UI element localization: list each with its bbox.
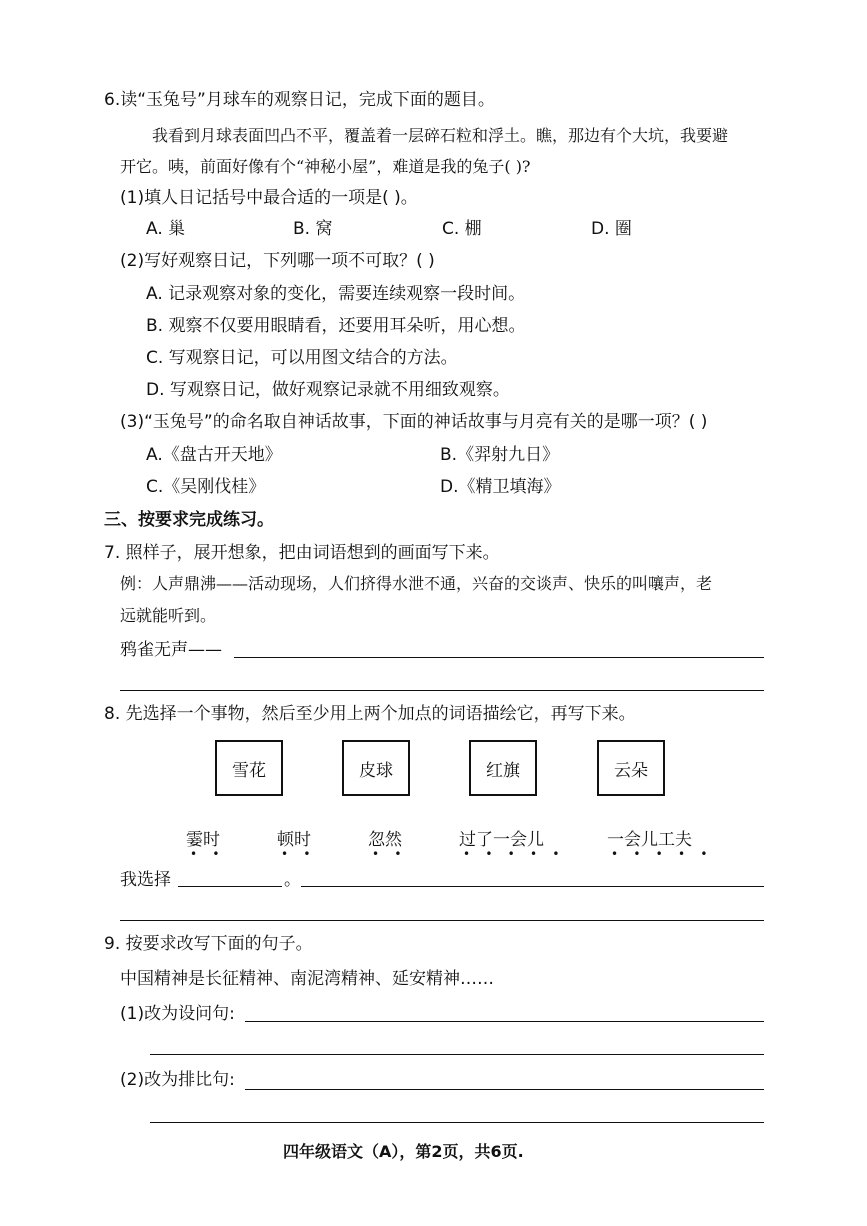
q8-emphasis-dots: • • • • •	[463, 847, 560, 861]
q6-sub3-question: (3)“玉兔号”的命名取自神话故事，下面的神话故事与月亮有关的是哪一项？( )	[120, 412, 708, 432]
section-3-title: 三、按要求完成练习。	[104, 510, 274, 530]
q6-sub2-option-d: D. 写观察日记，做好观察记录就不用细致观察。	[146, 380, 510, 400]
page-footer: 四年级语文（A），第2页，共6页.	[283, 1142, 524, 1161]
q8-emphasis-dots: • •	[281, 847, 311, 861]
q6-diary-line-1: 我看到月球表面凹凸不平，覆盖着一层碎石粒和浮土。瞧，那边有个大坑，我要避	[152, 126, 729, 145]
q8-word-shashi: 霎时	[186, 830, 220, 850]
q8-choice-label: 我选择	[120, 870, 171, 890]
q9-sub1-label: (1)改为设问句:	[120, 1004, 235, 1024]
q6-sub1-option-c: C. 棚	[442, 219, 482, 239]
q6-sub3-option-d: D.《精卫填海》	[440, 477, 561, 497]
q6-sub1-question: (1)填人日记括号中最合适的一项是( )。	[120, 188, 418, 208]
q9-sub1-answer-line-2[interactable]	[150, 1054, 764, 1055]
q8-word-yihuiergongfu: 一会儿工夫	[607, 830, 692, 850]
q8-word-guoleyihuier: 过了一会儿	[459, 830, 544, 850]
q8-choice-blank[interactable]	[178, 886, 282, 887]
q9-sub1-answer-line-1[interactable]	[245, 1021, 764, 1022]
q9-sentence: 中国精神是长征精神、南泥湾精神、延安精神……	[120, 969, 494, 989]
q7-answer-line-2[interactable]	[120, 690, 764, 691]
q8-choice-period: 。	[284, 870, 301, 890]
q6-sub2-option-b: B. 观察不仅要用眼睛看，还要用耳朵听，用心想。	[146, 316, 526, 336]
q6-sub3-option-b: B.《羿射九日》	[440, 445, 560, 465]
q8-emphasis-dots: • •	[372, 847, 402, 861]
q8-box-snowflake: 雪花	[215, 740, 283, 796]
q6-sub2-question: (2)写好观察日记，下列哪一项不可取？( )	[120, 251, 435, 271]
q7-example-line-2: 远就能听到。	[120, 606, 217, 625]
q8-answer-line-1[interactable]	[301, 886, 764, 887]
q6-sub1-option-b: B. 窝	[293, 219, 333, 239]
q7-answer-line-1[interactable]	[234, 657, 764, 658]
q8-word-dunshi: 顿时	[277, 830, 311, 850]
q9-sub2-answer-line-2[interactable]	[150, 1122, 764, 1123]
q8-box-cloud: 云朵	[597, 740, 665, 796]
q7-prompt: 鸦雀无声——	[120, 640, 222, 660]
q8-title: 8. 先选择一个事物，然后至少用上两个加点的词语描绘它，再写下来。	[104, 704, 636, 724]
q8-emphasis-dots: • •	[190, 847, 220, 861]
q7-title: 7. 照样子，展开想象，把由词语想到的画面写下来。	[104, 543, 500, 563]
q9-sub2-answer-line-1[interactable]	[245, 1089, 764, 1090]
q6-diary-line-2: 开它。咦，前面好像有个“神秘小屋”，难道是我的兔子( )?	[120, 157, 531, 176]
q8-box-red-flag: 红旗	[469, 740, 537, 796]
q8-box-ball: 皮球	[342, 740, 410, 796]
q6-sub2-option-a: A. 记录观察对象的变化，需要连续观察一段时间。	[146, 284, 526, 304]
q6-sub2-option-c: C. 写观察日记，可以用图文结合的方法。	[146, 348, 458, 368]
q6-sub1-option-d: D. 圈	[591, 219, 632, 239]
q6-sub1-option-a: A. 巢	[146, 219, 186, 239]
q8-emphasis-dots: • • • • •	[611, 847, 708, 861]
q9-title: 9. 按要求改写下面的句子。	[104, 934, 313, 954]
q7-example-line-1: 例：人声鼎沸——活动现场，人们挤得水泄不通，兴奋的交谈声、快乐的叫嚷声，老	[120, 574, 713, 593]
q8-answer-line-2[interactable]	[120, 920, 764, 921]
q6-title: 6.读“玉兔号”月球车的观察日记，完成下面的题目。	[104, 90, 495, 110]
q8-word-huran: 忽然	[368, 830, 402, 850]
q9-sub2-label: (2)改为排比句:	[120, 1070, 235, 1090]
q6-sub3-option-a: A.《盘古开天地》	[146, 445, 282, 465]
q6-sub3-option-c: C.《吴刚伐桂》	[146, 477, 266, 497]
